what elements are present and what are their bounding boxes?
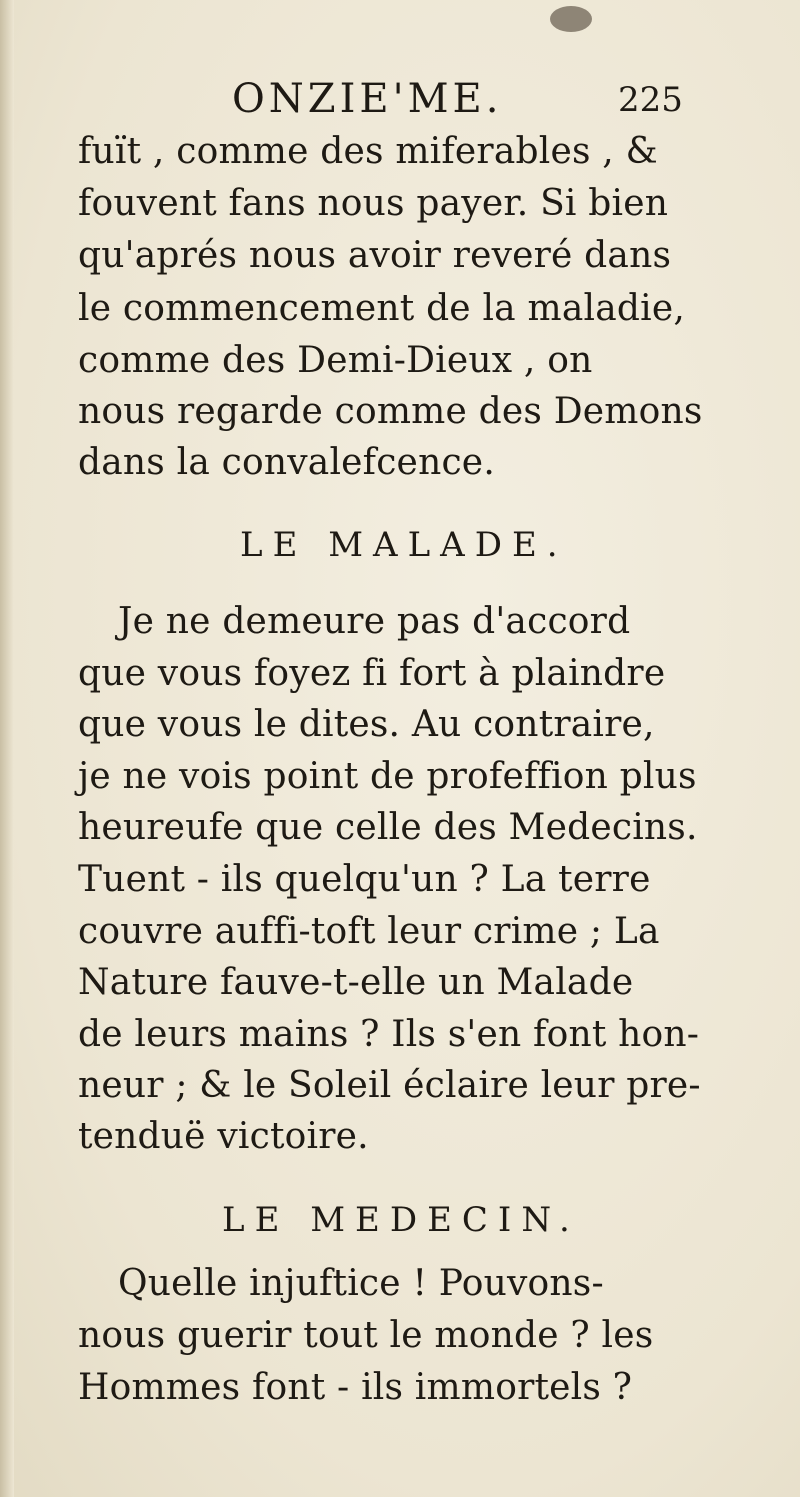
page-edge (0, 0, 14, 1497)
text-line: le commencement de la maladie, (78, 288, 685, 329)
text-line: dans la convalefcence. (78, 442, 495, 483)
text-line: heureufe que celle des Medecins. (78, 807, 698, 848)
text-line: je ne vois point de profeffion plus (78, 756, 697, 797)
text-line: Nature fauve-t-elle un Malade (78, 962, 634, 1003)
text-line: Tuent - ils quelqu'un ? La terre (78, 859, 651, 900)
page-number: 225 (618, 80, 683, 120)
speaker-heading: LE MEDECIN. (222, 1200, 580, 1240)
text-line: comme des Demi-Dieux , on (78, 340, 593, 381)
text-line: nous guerir tout le monde ? les (78, 1315, 654, 1356)
text-line: neur ; & le Soleil éclaire leur pre- (78, 1065, 701, 1106)
ink-stain (550, 6, 592, 32)
speaker-heading: LE MALADE. (240, 525, 568, 565)
text-line: nous regarde comme des Demons (78, 391, 703, 432)
text-line: Hommes font - ils immortels ? (78, 1367, 633, 1408)
text-line: fuït , comme des miferables , & (78, 131, 658, 172)
text-line: tenduë victoire. (78, 1116, 369, 1157)
text-line: que vous le dites. Au contraire, (78, 704, 655, 745)
text-line: que vous foyez fi fort à plaindre (78, 653, 666, 694)
text-line: Je ne demeure pas d'accord (118, 601, 631, 642)
running-title: ONZIE'ME. (232, 76, 503, 122)
text-line: fouvent fans nous payer. Si bien (78, 183, 669, 224)
text-line: qu'aprés nous avoir reveré dans (78, 235, 672, 276)
text-line: couvre auffi-toft leur crime ; La (78, 911, 660, 952)
text-line: de leurs mains ? Ils s'en font hon- (78, 1014, 700, 1055)
text-line: Quelle injuftice ! Pouvons- (118, 1263, 604, 1304)
